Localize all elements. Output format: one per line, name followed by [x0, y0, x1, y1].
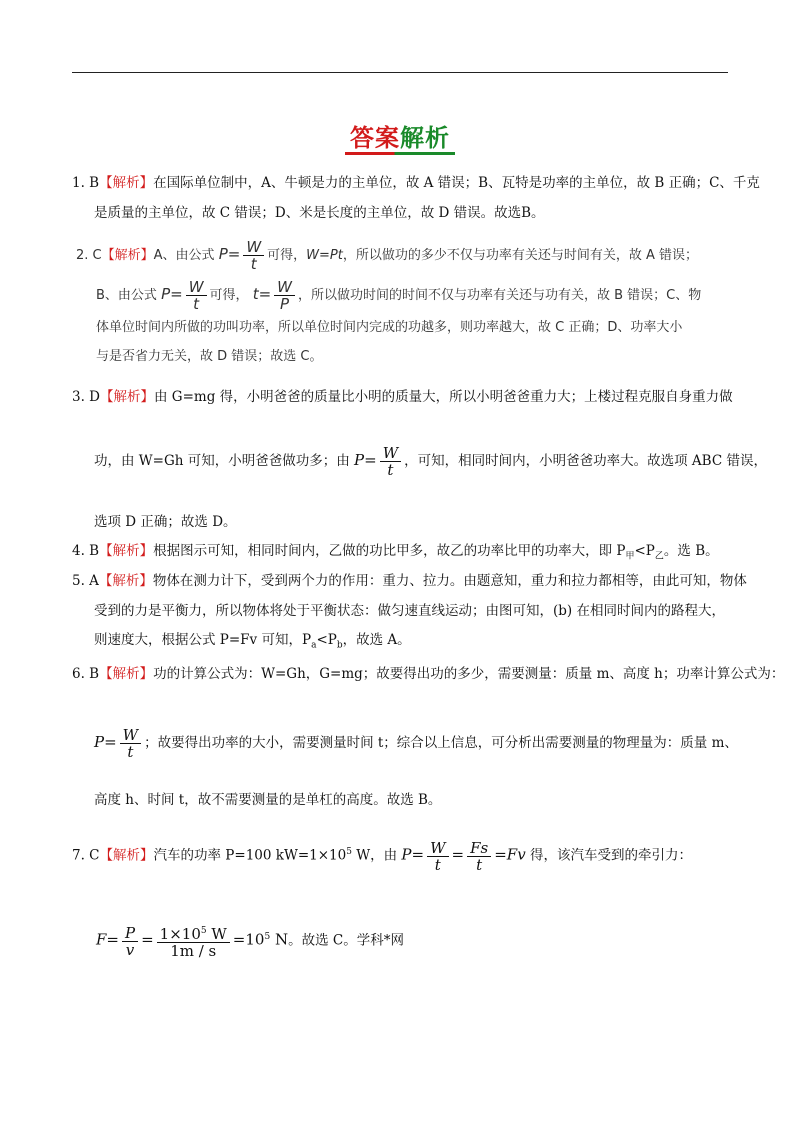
fraction-w-over-p: $\frac{W}{P}$ [274, 279, 295, 312]
fraction-w-over-t: $\frac{W}{t}$ [380, 445, 401, 478]
page-title: 答案解析 [350, 124, 450, 152]
answer-3-line-1: 3. D【解析】由 G=mg 得，小明爸爸的质量比小明的质量大，所以小明爸爸重力大；上楼过程克服自身重力做 [72, 389, 733, 405]
answer-2-line-1: 2. C【解析】A、由公式 P= $\frac{W}{t}$ 可得，W=Pt，所以做功的多少不仅与功率有关还与时间有关，故 A 错误； [76, 238, 699, 273]
answer-6-line-3: 高度 h、时间 t，故不需要测量的是单杠的高度。故选 B。 [94, 792, 442, 808]
answer-4-line-1: 4. B【解析】根据图示可知，相同时间内，乙做的功比甲多，故乙的功率比甲的功率大，即 $P_甲<P_乙$。选 B。 [72, 543, 719, 562]
answer-1-line-1: 1. B【解析】在国际单位制中，A、牛顿是力的主单位，故 A 错误；B、瓦特是功率的主单位，故 B 正确；C、千克 [72, 175, 760, 191]
answer-5-line-2: 受到的力是平衡力，所以物体将处于平衡状态：做匀速直线运动；由图可知，(b) 在相同时间内的路程大， [94, 603, 725, 619]
fraction-p-over-v: $\frac{P}{v}$ [122, 925, 138, 958]
answer-2-line-2: B、由公式 P= $\frac{W}{t}$ 可得， t= $\frac{W}{P}$ ，所以做功时间的时间不仅与功率有关还与功有关，故 B 错误；C、物 [96, 278, 702, 313]
answer-1-line-2: 是质量的主单位，故 C 错误；D、米是长度的主单位，故 D 错误。故选B。 [94, 205, 545, 221]
top-rule [72, 72, 728, 73]
answer-3-line-2: 功，由 W=Gh 可知，小明爸爸做功多；由 P= $\frac{W}{t}$ ，可知，相同时间内，小明爸爸功率大。故选项 ABC 错误， [94, 444, 767, 479]
answer-6-line-1: 6. B【解析】功的计算公式为：W=Gh，G=mg；故要得出功的多少，需要测量：质量 m、高度 h；功率计算公式为： [72, 666, 785, 682]
answer-5-line-3: 则速度大，根据公式 P=Fv 可知，$P_a<P_b$，故选 A。 [94, 632, 411, 651]
answer-7-line-2: F= $\frac{P}{v}$ = $\frac{1\times 10^5 W}{1m / s}$ $=10^5$ N。故选 C。学科*网 [96, 923, 404, 960]
fraction-w-over-t: $\frac{W}{t}$ [243, 239, 264, 272]
fraction-w-over-t: $\frac{W}{t}$ [120, 727, 141, 760]
answer-7-line-1: 7. C【解析】汽车的功率 P=100 $kW=1\times 10^5$ W，由 P= $\frac{W}{t}$ = $\frac{Fs}{t}$ =Fv 得，该汽车受到的牵引力： [72, 838, 692, 874]
fraction-w-over-t: $\frac{W}{t}$ [186, 279, 207, 312]
fraction-w-over-t: $\frac{W}{t}$ [427, 840, 448, 873]
answer-3-line-3: 选项 D 正确；故选 D。 [94, 514, 237, 530]
answer-6-line-2: P= $\frac{W}{t}$ ；故要得出功率的大小，需要测量时间 t；综合以上信息，可分析出需要测量的物理量为：质量 m、 [94, 726, 738, 761]
answer-2-line-4: 与是否省力无关，故 D 错误；故选 C。 [96, 349, 323, 364]
answer-2-line-3: 体单位时间内所做的功叫功率，所以单位时间内完成的功越多，则功率越大，故 C 正确；D、功率大小 [96, 320, 683, 335]
fraction-fs-over-t: $\frac{Fs}{t}$ [467, 840, 491, 873]
fraction-power-over-speed: $\frac{1\times 10^5 W}{1m / s}$ [157, 923, 230, 959]
answer-5-line-1: 5. A【解析】物体在测力计下，受到两个力的作用：重力、拉力。由题意知，重力和拉力都相等，由此可知，物体 [72, 573, 747, 589]
title-underline [345, 152, 455, 155]
